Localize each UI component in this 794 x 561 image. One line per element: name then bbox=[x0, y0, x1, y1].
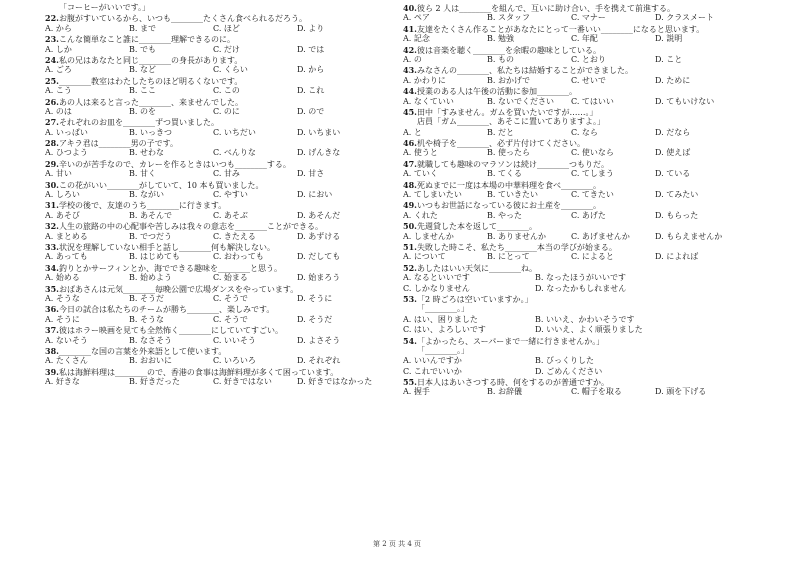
question-stem bbox=[403, 336, 781, 346]
question-stem bbox=[403, 45, 781, 55]
answer-option: C. きたえる bbox=[213, 231, 256, 241]
question-number: 46. bbox=[403, 138, 417, 149]
question-text: 「よかったら、スーパーまで一緒に行きませんか。」 bbox=[417, 336, 605, 346]
answer-option: B. なったほうがいいです bbox=[535, 273, 626, 283]
answer-options bbox=[45, 107, 423, 117]
question-number: 52. bbox=[403, 262, 417, 273]
answer-option: A. くれた bbox=[403, 210, 438, 220]
answer-option: B. スタッフ bbox=[487, 13, 530, 23]
answer-option: D. から bbox=[297, 65, 325, 75]
question-number: 45. bbox=[403, 106, 417, 117]
answer-option: C. あそぶ bbox=[213, 210, 248, 220]
question-stem bbox=[45, 76, 423, 86]
answer-option: D. そうに bbox=[297, 293, 333, 303]
question-number: 38. bbox=[45, 345, 59, 356]
question-text: 「2 時ごろは空いていますか。」 bbox=[417, 294, 533, 304]
answer-option: A. 甘い bbox=[45, 169, 72, 179]
answer-option: B. でも bbox=[129, 44, 156, 54]
answer-option: A. まとめる bbox=[45, 231, 88, 241]
question-text: 人生の旅路の中の心配事や苦しみは我々の意志を________ことができる。 bbox=[59, 222, 323, 232]
answer-option: B. だと bbox=[487, 127, 514, 137]
answer-options bbox=[45, 377, 423, 387]
answer-option: A. なるといいです bbox=[403, 273, 470, 283]
answer-options bbox=[403, 325, 781, 335]
answer-option: B. なさそう bbox=[129, 335, 172, 345]
question-text: 日本人はあいさつする時、何をするのが普通ですか。 bbox=[417, 378, 609, 388]
answer-option: D. 使えば bbox=[655, 148, 691, 158]
question-text: あしたはいい天気に________ね。 bbox=[417, 263, 537, 273]
question-text: 私は海鮮料理は________ので、香港の食事は海鮮料理が多くて困っています。 bbox=[59, 367, 339, 377]
answer-option: A. 始める bbox=[45, 273, 80, 283]
question-number: 27. bbox=[45, 117, 59, 128]
answer-option: D. こと bbox=[655, 54, 683, 64]
answer-option: C. いろいろ bbox=[213, 356, 256, 366]
answer-option: A. そうな bbox=[45, 293, 80, 303]
answer-option: B. のを bbox=[129, 106, 156, 116]
question-stem bbox=[403, 377, 781, 387]
answer-options bbox=[45, 45, 423, 55]
answer-options bbox=[403, 367, 781, 377]
answer-option: A. しか bbox=[45, 44, 72, 54]
answer-options bbox=[403, 148, 781, 158]
answer-option: C. しかなりません bbox=[403, 283, 470, 293]
answer-option: C. とおり bbox=[571, 54, 606, 64]
question-text: 辛いのが苦手なので、カレーを作るときはいつも________する。 bbox=[59, 159, 291, 169]
question-number: 44. bbox=[403, 86, 417, 97]
question-stem bbox=[403, 221, 781, 231]
answer-options bbox=[45, 148, 423, 158]
answer-option: D. ごめんください bbox=[535, 366, 603, 376]
question-text: アキラ君は________男の子です。 bbox=[59, 139, 179, 149]
question-number: 26. bbox=[45, 96, 59, 107]
answer-option: C. そうで bbox=[213, 314, 248, 324]
question-text: 私の兄はあなたと同じ________の身長があります。 bbox=[59, 55, 243, 65]
answer-option: A. 記念 bbox=[403, 34, 430, 44]
right-column bbox=[403, 3, 781, 398]
answer-option: C. いいそう bbox=[213, 335, 256, 345]
question-text: 就職しても趣味のマラソンは続け________つもりだ。 bbox=[417, 159, 609, 169]
answer-option: D. 好きではなかった bbox=[297, 377, 373, 387]
question-text: 学校の後で、友達のうち________に行きます。 bbox=[59, 201, 227, 211]
answer-option: C. くらい bbox=[213, 65, 248, 75]
answer-options bbox=[45, 190, 423, 200]
answer-option: C. あげませんか bbox=[571, 231, 630, 241]
question-stem bbox=[45, 138, 423, 148]
answer-options bbox=[403, 76, 781, 86]
answer-option: C. これでいいか bbox=[403, 366, 462, 376]
answer-option: D. いいえ、よく頑張りました bbox=[535, 325, 643, 335]
answer-option: B. そうな bbox=[129, 314, 164, 324]
answer-option: B. もの bbox=[487, 54, 514, 64]
question-number: 37. bbox=[45, 325, 59, 336]
answer-option: C. 好きではない bbox=[213, 377, 272, 387]
answer-option: C. べんりな bbox=[213, 148, 256, 158]
question-text: 友達をたくさん作ることがあなたにとって一番いい________になると思います。 bbox=[417, 24, 705, 34]
left-column bbox=[45, 3, 423, 387]
answer-options bbox=[45, 24, 423, 34]
answer-option: B. やった bbox=[487, 210, 522, 220]
question-text: お腹がすいているから、いつも________たくさん食べられるだろう。 bbox=[59, 14, 307, 24]
answer-option: A. のは bbox=[45, 106, 72, 116]
answer-option: B. おかげで bbox=[487, 75, 530, 85]
question-stem bbox=[403, 180, 781, 190]
answer-option: B. せわな bbox=[129, 148, 164, 158]
question-stem bbox=[45, 304, 423, 314]
answer-option: C. あげた bbox=[571, 210, 606, 220]
answer-options bbox=[45, 211, 423, 221]
question-number: 35. bbox=[45, 283, 59, 294]
question-text: それぞれのお皿を________ずつ買いました。 bbox=[59, 118, 219, 128]
answer-options bbox=[403, 34, 781, 44]
answer-options bbox=[45, 169, 423, 179]
answer-option: C. この bbox=[213, 86, 240, 96]
answer-option: D. ので bbox=[297, 106, 325, 116]
question-number: 25. bbox=[45, 75, 59, 86]
question-stem bbox=[45, 200, 423, 210]
answer-options bbox=[403, 252, 781, 262]
question-stem bbox=[403, 200, 781, 210]
answer-option: D. クラスメート bbox=[655, 13, 714, 23]
question-stem bbox=[403, 24, 781, 34]
answer-option: B. お辞儀 bbox=[487, 387, 522, 397]
answer-option: B. でつだう bbox=[129, 231, 172, 241]
page-footer: 第 2 页 共 4 页 bbox=[372, 540, 422, 548]
answer-option: D. もらった bbox=[655, 210, 699, 220]
answer-option: A. について bbox=[403, 252, 446, 262]
answer-option: C. はい、よろしいです bbox=[403, 325, 486, 335]
answer-option: B. ながい bbox=[129, 190, 164, 200]
answer-option: C. やすい bbox=[213, 190, 248, 200]
question-stem bbox=[45, 263, 423, 273]
answer-option: B. てくる bbox=[487, 169, 522, 179]
answer-option: A. あそび bbox=[45, 210, 80, 220]
question-continuation: 「________。」 bbox=[417, 304, 469, 314]
answer-option: A. ペア bbox=[403, 13, 430, 23]
answer-option: A. なくていい bbox=[403, 96, 454, 106]
answer-option: A. しませんか bbox=[403, 231, 454, 241]
question-stem bbox=[403, 294, 781, 304]
answer-options bbox=[45, 356, 423, 366]
question-text: 授業のある人は午後の活動に参加________。 bbox=[417, 87, 577, 97]
question-text: 彼はホラー映画を見ても全然怖く________にしていてすごい。 bbox=[59, 326, 283, 336]
answer-option: B. ないでください bbox=[487, 96, 554, 106]
answer-option: A. いっぱい bbox=[45, 127, 88, 137]
answer-options bbox=[403, 356, 781, 366]
answer-option: D. あそんだ bbox=[297, 210, 341, 220]
question-number: 43. bbox=[403, 65, 417, 76]
answer-options bbox=[403, 190, 781, 200]
answer-options bbox=[403, 128, 781, 138]
question-stem bbox=[45, 34, 423, 44]
answer-option: D. によれば bbox=[655, 252, 699, 262]
question-number: 49. bbox=[403, 200, 417, 211]
answer-option: A. てしまいたい bbox=[403, 190, 462, 200]
answer-options bbox=[403, 284, 781, 294]
question-text: こんな簡単なこと誰に________理解できるのに。 bbox=[59, 35, 235, 45]
answer-option: C. ほど bbox=[213, 23, 240, 33]
question-number: 51. bbox=[403, 241, 417, 252]
answer-option: B. 甘く bbox=[129, 169, 156, 179]
question-stem bbox=[403, 138, 781, 148]
question-number: 24. bbox=[45, 54, 59, 65]
question-number: 32. bbox=[45, 221, 59, 232]
answer-option: C. てしまう bbox=[571, 169, 614, 179]
answer-option: D. よさそう bbox=[297, 335, 341, 345]
answer-option: A. そうに bbox=[45, 314, 80, 324]
answer-option: A. はい、困りました bbox=[403, 314, 478, 324]
answer-option: D. げんきな bbox=[297, 148, 341, 158]
question-stem bbox=[403, 86, 781, 96]
question-text: 机や椅子を________、必ず片付けてください。 bbox=[417, 139, 585, 149]
question-stem bbox=[45, 180, 423, 190]
question-text: おばあさんは元気________毎晩公園で広場ダンスをやっています。 bbox=[59, 284, 299, 294]
answer-options bbox=[45, 294, 423, 304]
answer-option: D. なったかもしれません bbox=[535, 283, 627, 293]
question-stem bbox=[45, 367, 423, 377]
answer-option: C. 始まる bbox=[213, 273, 248, 283]
answer-option: A. ごろ bbox=[45, 65, 72, 75]
answer-option: C. いちだい bbox=[213, 127, 256, 137]
answer-option: C. マナー bbox=[571, 13, 606, 23]
answer-options bbox=[45, 65, 423, 75]
question-number: 47. bbox=[403, 158, 417, 169]
question-stem bbox=[403, 3, 781, 13]
answer-option: B. ていきたい bbox=[487, 190, 538, 200]
answer-option: D. 始まろう bbox=[297, 273, 341, 283]
answer-option: B. 好きだった bbox=[129, 377, 180, 387]
answer-option: C. なら bbox=[571, 127, 598, 137]
question-number: 53. bbox=[403, 293, 417, 304]
answer-options bbox=[403, 211, 781, 221]
answer-option: A. こう bbox=[45, 86, 72, 96]
question-stem bbox=[45, 284, 423, 294]
answer-option: D. だしても bbox=[297, 252, 341, 262]
answer-option: D. それぞれ bbox=[297, 356, 341, 366]
question-text: 田中「すみません。ガムを買いたいですが……。」 bbox=[417, 107, 598, 117]
question-number: 50. bbox=[403, 221, 417, 232]
answer-option: B. はじめても bbox=[129, 252, 180, 262]
answer-option: C. 使いなら bbox=[571, 148, 614, 158]
question-text: 今日の試合は私たちのチームが勝ち________、楽しみです。 bbox=[59, 305, 275, 315]
answer-option: A. いいんですか bbox=[403, 356, 462, 366]
question-number: 55. bbox=[403, 377, 417, 388]
answer-option: C. によると bbox=[571, 252, 614, 262]
answer-option: B. いいえ、かわいそうです bbox=[535, 314, 635, 324]
answer-option: C. 甘み bbox=[213, 169, 240, 179]
answer-option: A. ひつよう bbox=[45, 148, 88, 158]
question-number: 31. bbox=[45, 200, 59, 211]
question-stem bbox=[403, 159, 781, 169]
answer-option: A. ていく bbox=[403, 169, 438, 179]
answer-option: A. と bbox=[403, 127, 422, 137]
answer-option: D. あずける bbox=[297, 231, 341, 241]
question-text: この花がいい________がしていて、10 本も買いました。 bbox=[59, 180, 264, 190]
answer-option: A. の bbox=[403, 54, 422, 64]
answer-option: D. 説明 bbox=[655, 34, 683, 44]
question-stem bbox=[45, 97, 423, 107]
answer-options bbox=[45, 336, 423, 346]
answer-options bbox=[403, 55, 781, 65]
answer-options bbox=[403, 97, 781, 107]
answer-options bbox=[45, 128, 423, 138]
question-number: 42. bbox=[403, 44, 417, 55]
question-stem bbox=[45, 242, 423, 252]
answer-option: A. 握手 bbox=[403, 387, 430, 397]
question-text: あの人は来ると言った________、来ませんでした。 bbox=[59, 97, 243, 107]
answer-option: D. これ bbox=[297, 86, 325, 96]
answer-option: D. 頭を下げる bbox=[655, 387, 707, 397]
question-stem bbox=[403, 263, 781, 273]
answer-option: D. 甘さ bbox=[297, 169, 325, 179]
question-text: 状況を理解していない相手と話し________何も解決しない。 bbox=[59, 242, 275, 252]
answer-options bbox=[403, 13, 781, 23]
answer-option: A. 使うと bbox=[403, 148, 438, 158]
question-stem bbox=[45, 55, 423, 65]
question-text: ________教室はわたしたちのほど明るくないです。 bbox=[59, 76, 243, 86]
answer-option: C. せいで bbox=[571, 75, 606, 85]
question-continuation: 「________。」 bbox=[417, 345, 469, 355]
answer-option: A. あっても bbox=[45, 252, 88, 262]
answer-option: D. ている bbox=[655, 169, 691, 179]
question-text: みなさんの________、私たちは結婚することができました。 bbox=[417, 66, 633, 76]
question-stem bbox=[403, 65, 781, 75]
question-text: ________な国の言葉を外来語として使います。 bbox=[59, 346, 227, 356]
question-number: 39. bbox=[45, 366, 59, 377]
question-number: 36. bbox=[45, 304, 59, 315]
answer-option: A. たくさん bbox=[45, 356, 88, 366]
answer-option: B. にとって bbox=[487, 252, 530, 262]
answer-option: A. 好きな bbox=[45, 377, 80, 387]
question-number: 30. bbox=[45, 179, 59, 190]
answer-options bbox=[403, 273, 781, 283]
question-number: 28. bbox=[45, 138, 59, 149]
answer-option: C. てきたい bbox=[571, 190, 614, 200]
answer-option: C. 帽子を取る bbox=[571, 387, 622, 397]
answer-option: D. におい bbox=[297, 190, 333, 200]
answer-option: A. ないそう bbox=[45, 335, 88, 345]
answer-option: A. しろい bbox=[45, 190, 80, 200]
answer-options bbox=[403, 169, 781, 179]
question-stem bbox=[45, 325, 423, 335]
question-text: いつもお世話になっている彼にお土産を________。 bbox=[417, 201, 601, 211]
answer-option: B. びっくりした bbox=[535, 356, 594, 366]
question-stem bbox=[45, 221, 423, 231]
question-text: 先週貸した本を返して________。 bbox=[417, 222, 537, 232]
answer-option: D. いちまい bbox=[297, 127, 341, 137]
answer-option: C. 年配 bbox=[571, 34, 598, 44]
answer-option: C. おわっても bbox=[213, 252, 264, 262]
answer-option: D. てみたい bbox=[655, 190, 699, 200]
question-stem bbox=[45, 117, 423, 127]
answer-options bbox=[403, 232, 781, 242]
answer-options bbox=[403, 315, 781, 325]
question-number: 40. bbox=[403, 3, 417, 13]
question-text: 彼は音楽を聴く________を余暇の趣味としている。 bbox=[417, 45, 601, 55]
answer-option: B. あそんで bbox=[129, 210, 172, 220]
answer-option: D. だなら bbox=[655, 127, 691, 137]
question-text: 失敗した時こそ、私たち________本当の学びが始まる。 bbox=[417, 242, 617, 252]
answer-options bbox=[45, 252, 423, 262]
answer-option: B. 使ったら bbox=[487, 148, 530, 158]
question-number: 34. bbox=[45, 262, 59, 273]
answer-option: B. おおいに bbox=[129, 356, 172, 366]
question-number: 33. bbox=[45, 241, 59, 252]
answer-option: D. てもいけない bbox=[655, 96, 715, 106]
answer-option: D. より bbox=[297, 23, 325, 33]
answer-options bbox=[45, 315, 423, 325]
answer-option: B. いっきつ bbox=[129, 127, 172, 137]
answer-option: D. もらえませんか bbox=[655, 231, 723, 241]
answer-option: B. まで bbox=[129, 23, 156, 33]
question-stem bbox=[403, 242, 781, 252]
answer-option: D. ために bbox=[655, 75, 691, 85]
question-continuation: 店員「ガム________、あそこに置いてありますよ。」 bbox=[417, 117, 605, 127]
answer-option: B. 始めよう bbox=[129, 273, 172, 283]
answer-options bbox=[45, 86, 423, 96]
question-number: 41. bbox=[403, 23, 417, 34]
answer-option: A. かわりに bbox=[403, 75, 446, 85]
answer-option: B. ありませんか bbox=[487, 231, 546, 241]
answer-option: B. 勉強 bbox=[487, 34, 514, 44]
answer-option: B. そうだ bbox=[129, 293, 164, 303]
question-continuation: 「コーヒーがいいです。」 bbox=[59, 3, 151, 12]
question-number: 22. bbox=[45, 13, 59, 24]
answer-option: A. から bbox=[45, 23, 72, 33]
question-stem bbox=[45, 346, 423, 356]
answer-options bbox=[403, 387, 781, 397]
question-number: 23. bbox=[45, 34, 59, 45]
answer-option: C. てはいい bbox=[571, 96, 614, 106]
answer-option: B. ここ bbox=[129, 86, 156, 96]
answer-option: C. だけ bbox=[213, 44, 240, 54]
question-text: 彼ら 2 人は________を組んで、互いに助け合い、手を携えて前進する。 bbox=[417, 4, 676, 13]
question-text: 死ぬまでに一度は本場の中華料理を食べ________。 bbox=[417, 180, 601, 190]
answer-options bbox=[45, 273, 423, 283]
answer-option: C. そうで bbox=[213, 293, 248, 303]
question-number: 48. bbox=[403, 179, 417, 190]
question-number: 54. bbox=[403, 335, 417, 346]
answer-option: B. など bbox=[129, 65, 156, 75]
answer-option: D. そうだ bbox=[297, 314, 333, 324]
answer-option: D. では bbox=[297, 44, 325, 54]
question-stem bbox=[45, 159, 423, 169]
question-stem bbox=[403, 107, 781, 117]
question-text: 釣りとかサーフィンとか、海でできる趣味を________と思う。 bbox=[59, 263, 282, 273]
answer-options bbox=[45, 232, 423, 242]
question-number: 29. bbox=[45, 158, 59, 169]
answer-option: C. のに bbox=[213, 106, 240, 116]
question-stem bbox=[45, 13, 423, 23]
